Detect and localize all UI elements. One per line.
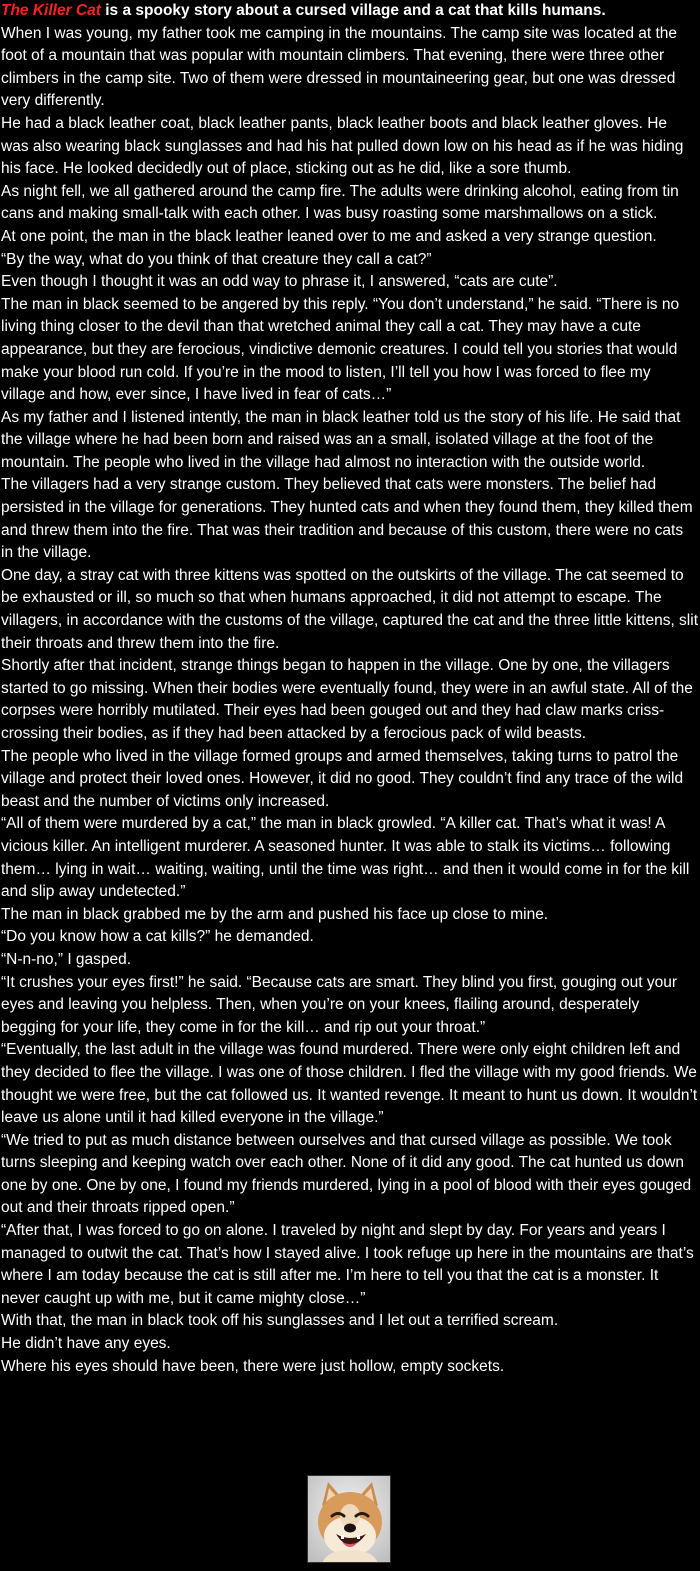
story-paragraph: “All of them were murdered by a cat,” the man in black growled. “A killer cat. That’s what it was! A vicious killer. An intelligent murderer. A seasoned hunter. It was able to stalk its victims… following them… lying in wait… waiting, waiting, until the time was right… and then it would come in for the kill and slip away undetected.” [1, 815, 690, 901]
story-paragraph: As my father and I listened intently, the man in black leather told us the story of his life. He said that the village where he had been born and raised was an a small, isolated village at the foot of the mountain. The people who lived in the village had almost no interaction with the outside world. [1, 408, 681, 471]
story-paragraph: The man in black grabbed me by the arm and pushed his face up close to mine. [1, 905, 549, 923]
story-paragraph: When I was young, my father took me camping in the mountains. The camp site was located at the foot of a mountain that was popular with mountain climbers. That evening, there were three other climbers in the camp site. Two of them were dressed in mountaineering gear, but one was dressed very differently. [1, 24, 678, 110]
story-paragraph: “Eventually, the last adult in the village was found murdered. There were only eight children left and they decided to flee the village. I was one of those children. I fled the village with my good friends. We thought we were free, but the cat followed us. It wanted revenge. It meant to hunt us down. It wouldn’t leave us alone until it had killed everyone in the village.” [1, 1041, 698, 1127]
story-body [1, 0, 698, 1378]
story-paragraph: As night fell, we all gathered around the camp fire. The adults were drinking alcohol, eating from tin cans and making small-talk with each other. I was busy roasting some marshmallows on a stick. [1, 182, 679, 223]
title-description: is a spooky story about a cursed village and a cat that kills humans. [100, 2, 606, 19]
story-paragraph: One day, a stray cat with three kittens was spotted on the outskirts of the village. The cat seemed to be exhausted or ill, so much so that when humans approached, it did not attempt to escape. The villagers, in accordance with the customs of the village, captured the cat and the three little kittens, slit their throats and threw them into the fire. [1, 566, 699, 652]
laughing-dog-image [307, 1475, 391, 1563]
story-title [1, 0, 698, 23]
story-paragraph: Where his eyes should have been, there were just hollow, empty sockets. [1, 1357, 505, 1375]
story-paragraph: “It crushes your eyes first!” he said. “Because cats are smart. They blind you first, gouging out your eyes and leaving you helpless. Then, when you’re on your knees, flailing around, desperately begging for your life, they come in for the kill… and rip out your throat.” [1, 973, 677, 1036]
dog-illustration [308, 1476, 391, 1563]
story-paragraph: He had a black leather coat, black leather pants, black leather boots and black leather gloves. He was also wearing black sunglasses and had his hat pulled down low on his head as if he was hiding his face. He looked decidedly out of place, sticking out as he did, like a sore thumb. [1, 114, 684, 178]
story-paragraph: The people who lived in the village formed groups and armed themselves, taking turns to patrol the village and protect their loved ones. However, it did no good. They couldn’t find any trace of the wild beast and the number of victims only increased. [1, 747, 684, 810]
story-paragraph: “After that, I was forced to go on alone. I traveled by night and slept by day. For years and years I managed to outwit the cat. That’s how I stayed alive. I took refuge up here in the mountains are that’s where I am today because the cat is still after me. I’m here to tell you that the cat is a monster. It never caught up with me, but it came mighty close…” [1, 1222, 694, 1307]
story-paragraph: He didn’t have any eyes. [1, 1335, 171, 1353]
story-paragraph: “By the way, what do you think of that creature they call a cat?” [1, 250, 432, 268]
story-paragraph: “We tried to put as much distance between ourselves and that cursed village as possible. We took turns sleeping and keeping watch over each other. None of it did any good. The cat hunted us down one by one. One by one, I found my friends murdered, lying in a pool of blood with their eyes gouged out and their throats ripped open.” [1, 1131, 692, 1217]
story-paragraph: “N-n-no,” I gasped. [1, 950, 132, 968]
story-paragraph: Shortly after that incident, strange things began to happen in the village. One by one, the villagers started to go missing. When their bodies were eventually found, they were in an awful state. All of the corpses were horribly mutilated. Their eyes had been gouged out and they had claw marks criss-crossing their bodies, as if they had been attacked by a ferocious pack of wild beasts. [1, 657, 693, 742]
story-paragraph: At one point, the man in the black leather leaned over to me and asked a very strange question. [1, 227, 657, 245]
story-paragraph: The man in black seemed to be angered by this reply. “You don’t understand,” he said. “There is no living thing closer to the devil than that wretched animal they call a cat. They may have a cute appearance, but they are ferocious, vindictive demonic creatures. I could tell you stories that would make your blood run cold. If you’re in the mood to listen, I’ll tell you how I was forced to flee my village and how, ever since, I have lived in fear of cats…” [1, 295, 680, 404]
story-paragraph: With that, the man in black took off his sunglasses and I let out a terrified scream. [1, 1312, 559, 1330]
story-paragraph: Even though I thought it was an odd way to phrase it, I answered, “cats are cute”. [1, 273, 558, 291]
story-paragraph: “Do you know how a cat kills?” he demanded. [1, 928, 314, 946]
story-paragraph: The villagers had a very strange custom. They believed that cats were monsters. The belief had persisted in the village for generations. They hunted cats and when they found them, they killed them and threw them into the fire. That was their tradition and because of this custom, there were no cats in the village. [1, 476, 693, 562]
title-link[interactable]: The Killer Cat [1, 2, 101, 19]
